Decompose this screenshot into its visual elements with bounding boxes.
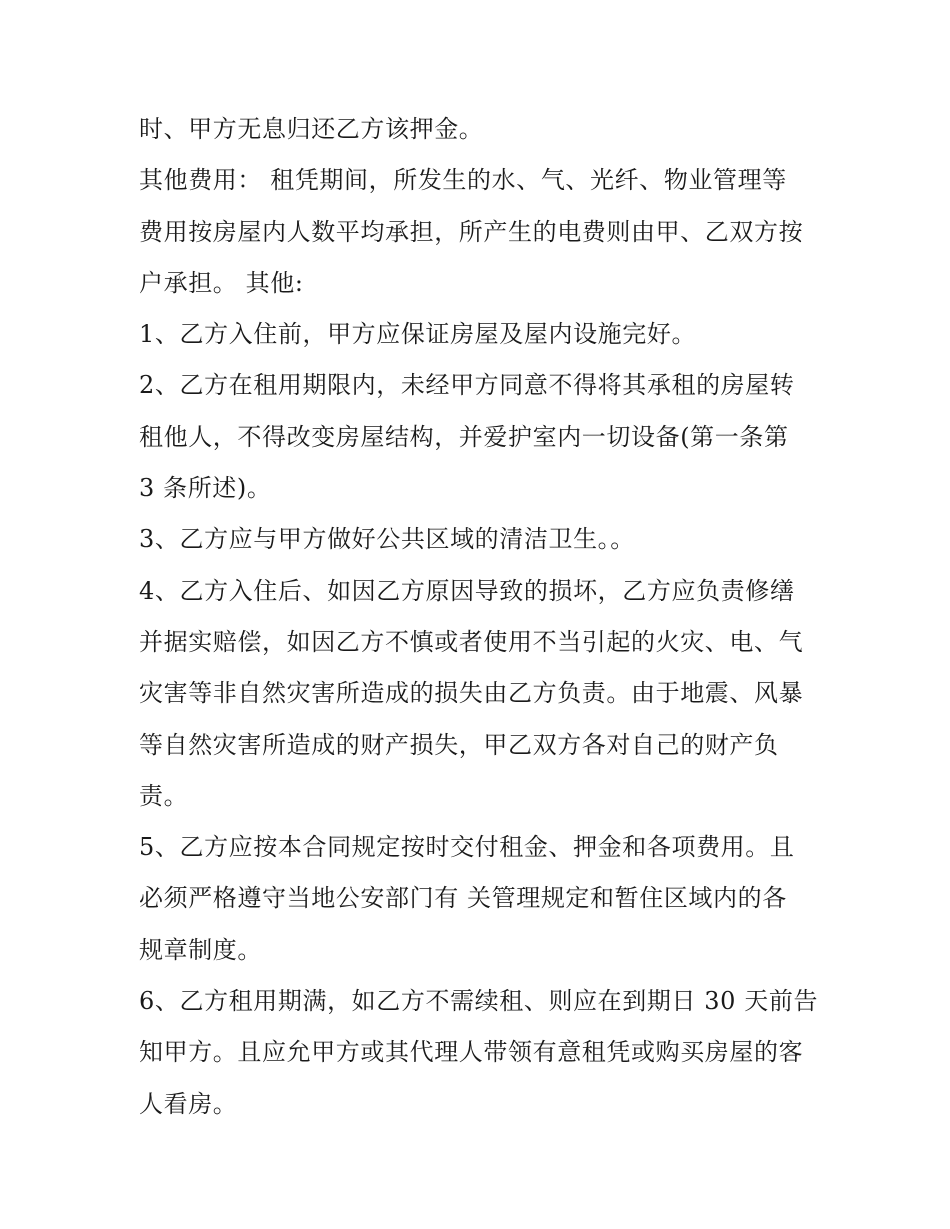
paragraph-other-fees — [139, 155, 819, 309]
text-line: 5、乙方应按本合同规定按时交付租金、押金和各项费用。且 — [139, 833, 795, 862]
text-line: 4、乙方入住后、如因乙方原因导致的损坏，乙方应负责修缮 — [139, 576, 795, 605]
clause-5 — [139, 822, 819, 976]
text-line: 知甲方。且应允甲方或其代理人带领有意租凭或购买房屋的客 — [139, 1038, 804, 1067]
text-line: 租他人，不得改变房屋结构，并爱护室内一切设备(第一条第 — [139, 422, 789, 451]
text-line: 灾害等非自然灾害所造成的损失由乙方负责。由于地震、风暴 — [139, 679, 804, 708]
text-line: 规章制度。 — [139, 935, 262, 964]
text-line: 人看房。 — [139, 1089, 238, 1118]
text-line: 责。 — [139, 781, 189, 810]
paragraph-deposit-return — [139, 104, 819, 155]
text-line: 2、乙方在租用期限内，未经甲方同意不得将其承租的房屋转 — [139, 371, 795, 400]
clause-4 — [139, 566, 819, 822]
text-line: 费用按房屋内人数平均承担，所产生的电费则由甲、乙双方按 — [139, 217, 804, 246]
clause-2 — [139, 360, 819, 514]
text-line: 时、甲方无息归还乙方该押金。 — [139, 115, 484, 143]
clause-3 — [139, 514, 819, 565]
text-line: 3 条所述)。 — [139, 474, 272, 503]
text-line: 必须严格遵守当地公安部门有 关管理规定和暂住区域内的各 — [139, 884, 787, 913]
clause-6 — [139, 976, 819, 1130]
clause-1 — [139, 309, 819, 360]
document-body — [139, 104, 819, 1130]
text-line: 1、乙方入住前，甲方应保证房屋及屋内设施完好。 — [139, 320, 697, 349]
text-line: 6、乙方租用期满，如乙方不需续租、则应在到期日 30 天前告 — [139, 987, 819, 1016]
text-line: 其他费用： 租凭期间，所发生的水、气、光纤、物业管理等 — [139, 166, 787, 195]
text-line: 等自然灾害所造成的财产损失，甲乙双方各对自己的财产负 — [139, 730, 779, 759]
text-line: 并据实赔偿，如因乙方不慎或者使用不当引起的火灾、电、气 — [139, 627, 804, 656]
text-line: 3、乙方应与甲方做好公共区域的清洁卫生。。 — [139, 525, 635, 554]
text-line: 户承担。 其他: — [139, 268, 304, 297]
